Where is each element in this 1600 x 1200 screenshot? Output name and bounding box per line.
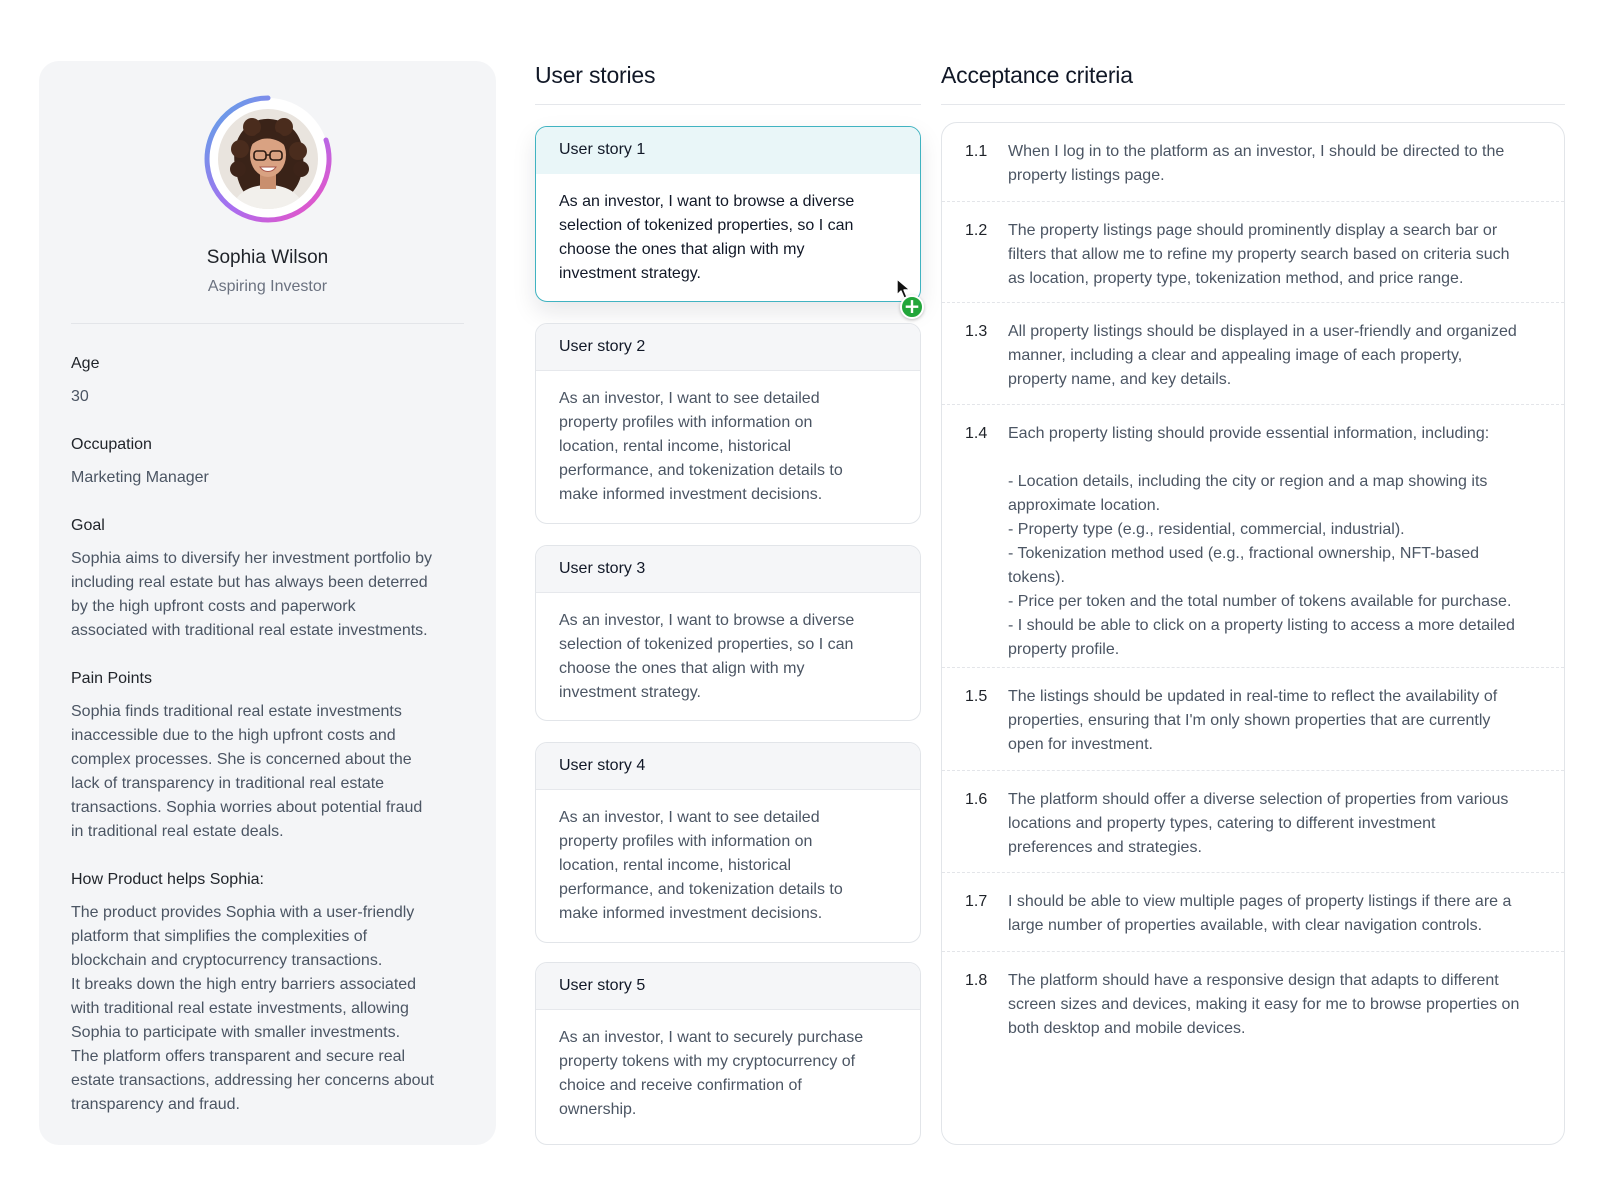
- user-story-text: [536, 1010, 920, 1122]
- criterion-line: The property listings page should prominently display a search bar or: [1008, 222, 1498, 239]
- user-story-line: location, rental income, historical: [559, 438, 792, 455]
- criterion-line: - Tokenization method used (e.g., fractional ownership, NFT-based: [1008, 545, 1480, 562]
- criterion-line: both desktop and mobile devices.: [1008, 1020, 1246, 1037]
- criterion-text: [1008, 219, 1556, 291]
- criterion-number: 1.4: [965, 425, 988, 442]
- user-story-card[interactable]: [535, 126, 921, 302]
- user-story-line: As an investor, I want to browse a diverse: [559, 612, 855, 629]
- persona-field-value: [71, 466, 470, 490]
- criterion-line: When I log in to the platform as an investor, I should be directed to the: [1008, 143, 1505, 160]
- criterion-text: [1008, 890, 1556, 938]
- acceptance-criteria-divider: [941, 104, 1565, 105]
- user-story-title: User story 4: [536, 743, 920, 790]
- acceptance-criterion: [942, 123, 1564, 202]
- criterion-number: 1.7: [965, 893, 988, 910]
- persona-field-line: Sophia to participate with smaller investments.: [71, 1024, 401, 1041]
- user-story-line: As an investor, I want to browse a diverse: [559, 193, 855, 210]
- acceptance-criteria-panel: [941, 122, 1565, 1145]
- persona-field-label: Goal: [71, 517, 105, 534]
- persona-field-line: Sophia aims to diversify her investment portfolio by: [71, 550, 433, 567]
- criterion-line: - I should be able to click on a property listing to access a more detailed: [1008, 617, 1515, 634]
- user-story-text: [536, 371, 920, 507]
- user-story-line: property profiles with information on: [559, 414, 813, 431]
- acceptance-criterion: [942, 771, 1564, 873]
- criterion-text: [1008, 969, 1556, 1041]
- persona-field-line: transparency and fraud.: [71, 1096, 240, 1113]
- user-story-line: ownership.: [559, 1101, 637, 1118]
- persona-field-value: [71, 901, 470, 1117]
- user-story-line: choose the ones that align with my: [559, 660, 805, 677]
- user-story-text: [536, 174, 920, 286]
- persona-field-value: [71, 385, 470, 409]
- persona-field-label: How Product helps Sophia:: [71, 871, 264, 888]
- user-story-card[interactable]: [535, 962, 921, 1145]
- criterion-line: as location, property type, tokenization method, and price range.: [1008, 270, 1464, 287]
- criterion-line: I should be able to view multiple pages of property listings if there are a: [1008, 893, 1512, 910]
- persona-field-line: by the high upfront costs and paperwork: [71, 598, 356, 615]
- criterion-line: properties, ensuring that I'm only shown properties that are currently: [1008, 712, 1491, 729]
- criterion-line: locations and property types, catering to different investment: [1008, 815, 1436, 832]
- acceptance-criterion: [942, 303, 1564, 405]
- persona-field-line: blockchain and cryptocurrency transactions.: [71, 952, 383, 969]
- persona-name: Sophia Wilson: [206, 247, 329, 268]
- persona-field-line: 30: [71, 388, 89, 405]
- acceptance-criterion: [942, 668, 1564, 771]
- criterion-text: [1008, 422, 1556, 662]
- add-story-badge[interactable]: +: [900, 295, 924, 319]
- criterion-line: large number of properties available, with clear navigation controls.: [1008, 917, 1483, 934]
- user-story-title: User story 5: [536, 963, 920, 1010]
- persona-field-line: estate transactions, addressing her concerns about: [71, 1072, 434, 1089]
- acceptance-criterion: [942, 202, 1564, 303]
- user-story-title: User story 1: [536, 127, 920, 174]
- persona-field: [71, 515, 470, 643]
- user-story-text: [536, 790, 920, 926]
- user-story-card[interactable]: [535, 545, 921, 721]
- persona-field-line: Marketing Manager: [71, 469, 209, 486]
- persona-field-label: Age: [71, 355, 100, 372]
- criterion-line: property profile.: [1008, 641, 1120, 658]
- criterion-line: tokens).: [1008, 569, 1065, 586]
- persona-field-line: lack of transparency in traditional real estate: [71, 775, 385, 792]
- persona-field-line: platform that simplifies the complexities of: [71, 928, 368, 945]
- criterion-spacer: [1008, 446, 1556, 470]
- persona-field-line: inaccessible due to the high upfront costs and: [71, 727, 396, 744]
- criterion-number: 1.2: [965, 222, 988, 239]
- persona-field-line: Sophia finds traditional real estate investments: [71, 703, 402, 720]
- user-story-line: make informed investment decisions.: [559, 905, 823, 922]
- criterion-line: The platform should have a responsive design that adapts to different: [1008, 972, 1499, 989]
- persona-field-line: The platform offers transparent and secure real: [71, 1048, 406, 1065]
- user-story-card[interactable]: [535, 323, 921, 524]
- acceptance-criterion: [942, 405, 1564, 668]
- criterion-text: [1008, 140, 1556, 188]
- criterion-number: 1.8: [965, 972, 988, 989]
- avatar: [203, 94, 333, 224]
- acceptance-criterion: [942, 873, 1564, 952]
- criterion-line: All property listings should be displayed in a user-friendly and organized: [1008, 323, 1517, 340]
- criterion-line: open for investment.: [1008, 736, 1153, 753]
- persona-field-line: The product provides Sophia with a user-friendly: [71, 904, 415, 921]
- persona-fields: [71, 353, 470, 1142]
- persona-field: [71, 434, 470, 490]
- user-story-card[interactable]: [535, 742, 921, 943]
- criterion-number: 1.5: [965, 688, 988, 705]
- persona-role: Aspiring Investor: [207, 278, 328, 295]
- persona-field-line: associated with traditional real estate investments.: [71, 622, 428, 639]
- persona-field-value: [71, 547, 470, 643]
- user-story-line: As an investor, I want to see detailed: [559, 390, 820, 407]
- persona-field: [71, 869, 470, 1117]
- persona-field-line: transactions. Sophia worries about potential fraud: [71, 799, 423, 816]
- persona-field: [71, 353, 470, 409]
- persona-field-value: [71, 700, 470, 844]
- user-story-line: location, rental income, historical: [559, 857, 792, 874]
- criterion-line: - Property type (e.g., residential, commercial, industrial).: [1008, 521, 1405, 538]
- user-story-line: performance, and tokenization details to: [559, 462, 843, 479]
- user-story-line: property profiles with information on: [559, 833, 813, 850]
- persona-field-line: in traditional real estate deals.: [71, 823, 284, 840]
- user-story-title: User story 3: [536, 546, 920, 593]
- criterion-text: [1008, 320, 1556, 392]
- criterion-number: 1.1: [965, 143, 988, 160]
- criterion-text: [1008, 788, 1556, 860]
- criterion-line: property name, and key details.: [1008, 371, 1232, 388]
- criterion-line: The listings should be updated in real-time to reflect the availability of: [1008, 688, 1498, 705]
- criterion-number: 1.3: [965, 323, 988, 340]
- criterion-line: manner, including a clear and appealing image of each property,: [1008, 347, 1463, 364]
- persona-field: [71, 668, 470, 844]
- persona-field-label: Occupation: [71, 436, 152, 453]
- user-stories-title: User stories: [535, 62, 656, 88]
- criterion-number: 1.6: [965, 791, 988, 808]
- persona-field-line: with traditional real estate investments, allowing: [71, 1000, 409, 1017]
- user-story-line: As an investor, I want to securely purchase: [559, 1029, 864, 1046]
- user-story-line: choice and receive confirmation of: [559, 1077, 802, 1094]
- persona-divider: [71, 323, 464, 324]
- criterion-text: [1008, 685, 1556, 757]
- criterion-line: property listings page.: [1008, 167, 1165, 184]
- criterion-line: The platform should offer a diverse selection of properties from various: [1008, 791, 1509, 808]
- user-stories-divider: [535, 104, 921, 105]
- user-story-line: performance, and tokenization details to: [559, 881, 843, 898]
- acceptance-criterion: [942, 952, 1564, 1145]
- user-story-line: property tokens with my cryptocurrency of: [559, 1053, 856, 1070]
- acceptance-criteria-title: Acceptance criteria: [941, 62, 1133, 88]
- user-story-line: make informed investment decisions.: [559, 486, 823, 503]
- user-story-line: investment strategy.: [559, 265, 701, 282]
- criterion-line: preferences and strategies.: [1008, 839, 1202, 856]
- user-story-title: User story 2: [536, 324, 920, 371]
- user-story-line: investment strategy.: [559, 684, 701, 701]
- persona-field-label: Pain Points: [71, 670, 152, 687]
- criterion-line: filters that allow me to refine my property search based on criteria such: [1008, 246, 1510, 263]
- criterion-line: Each property listing should provide essential information, including:: [1008, 425, 1490, 442]
- criterion-line: - Price per token and the total number of tokens available for purchase.: [1008, 593, 1512, 610]
- user-story-line: As an investor, I want to see detailed: [559, 809, 820, 826]
- avatar-photo: [218, 109, 318, 209]
- persona-field-line: including real estate but has always been deterred: [71, 574, 428, 591]
- user-story-line: selection of tokenized properties, so I can: [559, 217, 854, 234]
- persona-field-line: It breaks down the high entry barriers associated: [71, 976, 417, 993]
- user-story-line: choose the ones that align with my: [559, 241, 805, 258]
- user-story-text: [536, 593, 920, 705]
- criterion-line: - Location details, including the city or region and a map showing its: [1008, 473, 1488, 490]
- persona-field-line: complex processes. She is concerned about the: [71, 751, 412, 768]
- criterion-line: screen sizes and devices, making it easy for me to browse properties on: [1008, 996, 1520, 1013]
- user-story-line: selection of tokenized properties, so I can: [559, 636, 854, 653]
- persona-card: [39, 61, 496, 1145]
- criterion-line: approximate location.: [1008, 497, 1161, 514]
